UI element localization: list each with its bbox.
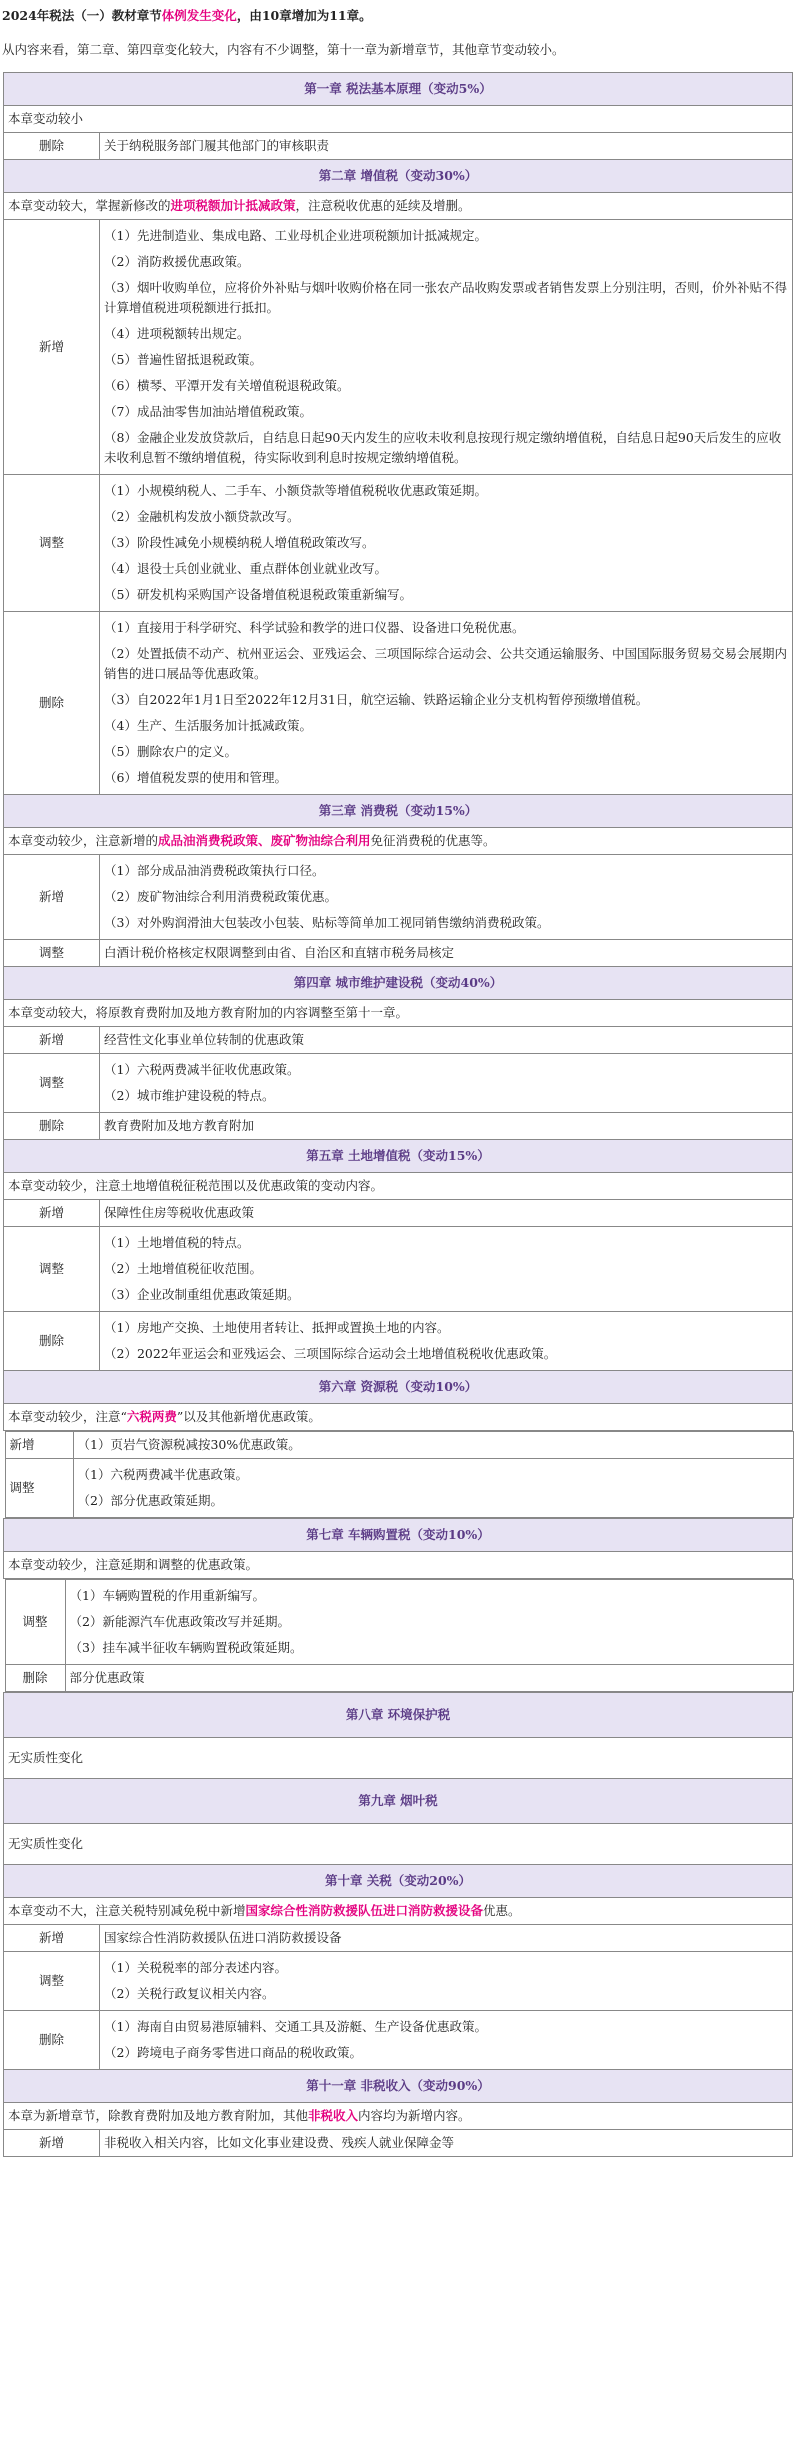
- ch3-add-list: [100, 855, 793, 940]
- list-item: （3）挂车减半征收车辆购置税政策延期。: [69, 1640, 303, 1655]
- chapter-3-summary: [4, 828, 793, 855]
- ch4-delete-label: 删除: [4, 1113, 100, 1140]
- list-item: （2）处置抵债不动产、杭州亚运会、亚残运会、三项国际综合运动会、公共交通运输服务、中国国际服务贸易交易会展期内销售的进口展品等优惠政策。: [104, 646, 787, 681]
- ch7-delete-label: 删除: [5, 1665, 65, 1692]
- text-fragment: 本章为新增章节，除教育费附加及地方教育附加，其他: [8, 2108, 309, 2123]
- text-fragment: 优惠。: [483, 1903, 521, 1918]
- chapter-1-title: 第一章 税法基本原理（变动5%）: [4, 73, 793, 106]
- ch6-subtable: [5, 1431, 794, 1518]
- list-item: （6）增值税发票的使用和管理。: [104, 770, 287, 785]
- chapter-9-summary: 无实质性变化: [4, 1824, 793, 1865]
- chapter-9-title: 第九章 烟叶税: [4, 1779, 793, 1824]
- list-item: （3）自2022年1月1日至2022年12月31日，航空运输、铁路运输企业分支机构暂停预缴增值税。: [104, 692, 649, 707]
- text-fragment: 六税两费: [126, 1409, 177, 1424]
- chapter-5-summary: 本章变动较少，注意土地增值税征税范围以及优惠政策的变动内容。: [4, 1173, 793, 1200]
- ch4-add-text: 经营性文化事业单位转制的优惠政策: [100, 1027, 793, 1054]
- list-item: （1）小规模纳税人、二手车、小额贷款等增值税税收优惠政策延期。: [104, 483, 487, 498]
- ch3-adjust-label: 调整: [4, 940, 100, 967]
- ch4-delete-text: 教育费附加及地方教育附加: [100, 1113, 793, 1140]
- text-fragment: 国家综合性消防救援队伍进口消防救援设备: [245, 1903, 484, 1918]
- chapter-10-title: 第十章 关税（变动20%）: [4, 1865, 793, 1898]
- ch3-add-label: 新增: [4, 855, 100, 940]
- ch6-adjust-label: 调整: [5, 1459, 73, 1518]
- ch7-adjust-list: [65, 1580, 793, 1665]
- list-item: （2）2022年亚运会和亚残运会、三项国际综合运动会土地增值税税收优惠政策。: [104, 1346, 557, 1361]
- list-item: （1）土地增值税的特点。: [104, 1235, 250, 1250]
- chapter-11-title: 第十一章 非税收入（变动90%）: [4, 2070, 793, 2103]
- changes-table: [3, 72, 793, 2157]
- intro-line: [2, 6, 794, 26]
- ch2-adjust-label: 调整: [4, 475, 100, 612]
- ch10-adjust-list: [100, 1952, 793, 2011]
- list-item: （2）关税行政复议相关内容。: [104, 1986, 275, 2001]
- text-fragment: ”以及其他新增优惠政策。: [176, 1409, 321, 1424]
- chapter-8-summary: 无实质性变化: [4, 1738, 793, 1779]
- chapter-5-title: 第五章 土地增值税（变动15%）: [4, 1140, 793, 1173]
- list-item: （2）新能源汽车优惠政策改写并延期。: [69, 1614, 290, 1629]
- ch5-add-text: 保障性住房等税收优惠政策: [100, 1200, 793, 1227]
- list-item: （1）六税两费减半优惠政策。: [77, 1467, 248, 1482]
- list-item: （6）横琴、平潭开发有关增值税退税政策。: [104, 378, 350, 393]
- chapter-1-summary: 本章变动较小: [4, 106, 793, 133]
- list-item: （3）烟叶收购单位，应将价外补贴与烟叶收购价格在同一张农产品收购发票或者销售发票上分别注明，否则，价外补贴不得计算增值税进项税额进行抵扣。: [104, 280, 787, 315]
- list-item: （4）退役士兵创业就业、重点群体创业就业改写。: [104, 561, 387, 576]
- ch10-adjust-label: 调整: [4, 1952, 100, 2011]
- text-fragment: 免征消费税的优惠等。: [370, 833, 496, 848]
- ch7-delete-text: 部分优惠政策: [65, 1665, 793, 1692]
- list-item: （2）跨境电子商务零售进口商品的税收政策。: [104, 2045, 362, 2060]
- ch7-subtable: [5, 1579, 794, 1692]
- ch4-add-label: 新增: [4, 1027, 100, 1054]
- chapter-8-title: 第八章 环境保护税: [4, 1693, 793, 1738]
- ch6-adjust-list: [73, 1459, 793, 1518]
- text-fragment: 本章变动较少，注意新增的: [8, 833, 159, 848]
- intro-highlight: 体例发生变化: [161, 8, 237, 23]
- text-fragment: 本章变动不大，注意关税特别减免税中新增: [8, 1903, 246, 1918]
- ch2-adjust-list: [100, 475, 793, 612]
- ch7-adjust-label: 调整: [5, 1580, 65, 1665]
- ch11-add-label: 新增: [4, 2130, 100, 2157]
- intro-suffix: ，由10章增加为11章。: [236, 8, 372, 23]
- chapter-2-title: 第二章 增值税（变动30%）: [4, 160, 793, 193]
- list-item: （7）成品油零售加油站增值税政策。: [104, 404, 312, 419]
- ch2-delete-label: 删除: [4, 612, 100, 795]
- list-item: （5）研发机构采购国产设备增值税退税政策重新编写。: [104, 587, 412, 602]
- list-item: （2）废矿物油综合利用消费税政策优惠。: [104, 889, 337, 904]
- ch5-delete-list: [100, 1312, 793, 1371]
- list-item: （4）生产、生活服务加计抵减政策。: [104, 718, 312, 733]
- chapter-10-summary: [4, 1898, 793, 1925]
- list-item: （3）企业改制重组优惠政策延期。: [104, 1287, 300, 1302]
- list-item: （2）城市维护建设税的特点。: [104, 1088, 275, 1103]
- ch1-delete-label: 删除: [4, 133, 100, 160]
- list-item: （4）进项税额转出规定。: [104, 326, 250, 341]
- list-item: （1）关税税率的部分表述内容。: [104, 1960, 287, 1975]
- ch10-delete-label: 删除: [4, 2011, 100, 2070]
- ch10-delete-list: [100, 2011, 793, 2070]
- list-item: （5）普遍性留抵退税政策。: [104, 352, 262, 367]
- ch10-add-label: 新增: [4, 1925, 100, 1952]
- chapter-7-summary: 本章变动较少，注意延期和调整的优惠政策。: [4, 1552, 793, 1579]
- ch4-adjust-label: 调整: [4, 1054, 100, 1113]
- list-item: （1）先进制造业、集成电路、工业母机企业进项税额加计抵减规定。: [104, 228, 487, 243]
- list-item: （1）海南自由贸易港原辅料、交通工具及游艇、生产设备优惠政策。: [104, 2019, 487, 2034]
- list-item: （1）直接用于科学研究、科学试验和教学的进口仪器、设备进口免税优惠。: [104, 620, 525, 635]
- ch6-add-text: （1）页岩气资源税减按30%优惠政策。: [73, 1432, 793, 1459]
- ch6-add-label: 新增: [5, 1432, 73, 1459]
- list-item: （2）部分优惠政策延期。: [77, 1493, 223, 1508]
- ch3-adjust-text: 白酒计税价格核定权限调整到由省、自治区和直辖市税务局核定: [100, 940, 793, 967]
- text-fragment: 成品油消费税政策、废矿物油综合利用: [158, 833, 371, 848]
- ch2-delete-list: [100, 612, 793, 795]
- list-item: （8）金融企业发放贷款后，自结息日起90天内发生的应收未收利息按现行规定缴纳增值税，自结息日起90天后发生的应收未收利息暂不缴纳增值税，待实际收到利息时按规定缴纳增值税。: [104, 430, 782, 465]
- list-item: （1）房地产交换、土地使用者转让、抵押或置换土地的内容。: [104, 1320, 450, 1335]
- ch5-delete-label: 删除: [4, 1312, 100, 1371]
- list-item: （2）金融机构发放小额贷款改写。: [104, 509, 300, 524]
- text-fragment: 进项税额加计抵减政策: [170, 198, 296, 213]
- list-item: （1）六税两费减半征收优惠政策。: [104, 1062, 300, 1077]
- ch2-add-list: [100, 220, 793, 475]
- list-item: （1）车辆购置税的作用重新编写。: [69, 1588, 265, 1603]
- chapter-2-summary: [4, 193, 793, 220]
- text-fragment: ，注意税收优惠的延续及增删。: [295, 198, 471, 213]
- intro-summary: 从内容来看，第二章、第四章变化较大，内容有不少调整，第十一章为新增章节，其他章节变动较小。: [2, 42, 565, 57]
- text-fragment: 本章变动较少，注意“: [8, 1409, 127, 1424]
- ch1-delete-text: 关于纳税服务部门履其他部门的审核职责: [100, 133, 793, 160]
- chapter-4-summary: 本章变动较大，将原教育费附加及地方教育附加的内容调整至第十一章。: [4, 1000, 793, 1027]
- ch11-add-text: 非税收入相关内容，比如文化事业建设费、残疾人就业保障金等: [100, 2130, 793, 2157]
- list-item: （2）土地增值税征收范围。: [104, 1261, 262, 1276]
- intro-prefix: 2024年税法（一）教材章节: [2, 8, 162, 23]
- list-item: （2）消防救援优惠政策。: [104, 254, 250, 269]
- ch5-adjust-list: [100, 1227, 793, 1312]
- ch4-adjust-list: [100, 1054, 793, 1113]
- chapter-11-summary: [4, 2103, 793, 2130]
- text-fragment: 本章变动较大，掌握新修改的: [8, 198, 171, 213]
- ch10-add-text: 国家综合性消防救援队伍进口消防救援设备: [100, 1925, 793, 1952]
- chapter-6-summary: [4, 1404, 793, 1431]
- chapter-7-title: 第七章 车辆购置税（变动10%）: [4, 1519, 793, 1552]
- list-item: （3）阶段性减免小规模纳税人增值税政策改写。: [104, 535, 375, 550]
- text-fragment: 内容均为新增内容。: [358, 2108, 471, 2123]
- list-item: （3）对外购润滑油大包装改小包装、贴标等简单加工视同销售缴纳消费税政策。: [104, 915, 550, 930]
- list-item: （5）删除农户的定义。: [104, 744, 237, 759]
- text-fragment: 非税收入: [308, 2108, 359, 2123]
- chapter-3-title: 第三章 消费税（变动15%）: [4, 795, 793, 828]
- chapter-4-title: 第四章 城市维护建设税（变动40%）: [4, 967, 793, 1000]
- ch2-add-label: 新增: [4, 220, 100, 475]
- list-item: （1）部分成品油消费税政策执行口径。: [104, 863, 325, 878]
- chapter-6-title: 第六章 资源税（变动10%）: [4, 1371, 793, 1404]
- ch5-adjust-label: 调整: [4, 1227, 100, 1312]
- ch5-add-label: 新增: [4, 1200, 100, 1227]
